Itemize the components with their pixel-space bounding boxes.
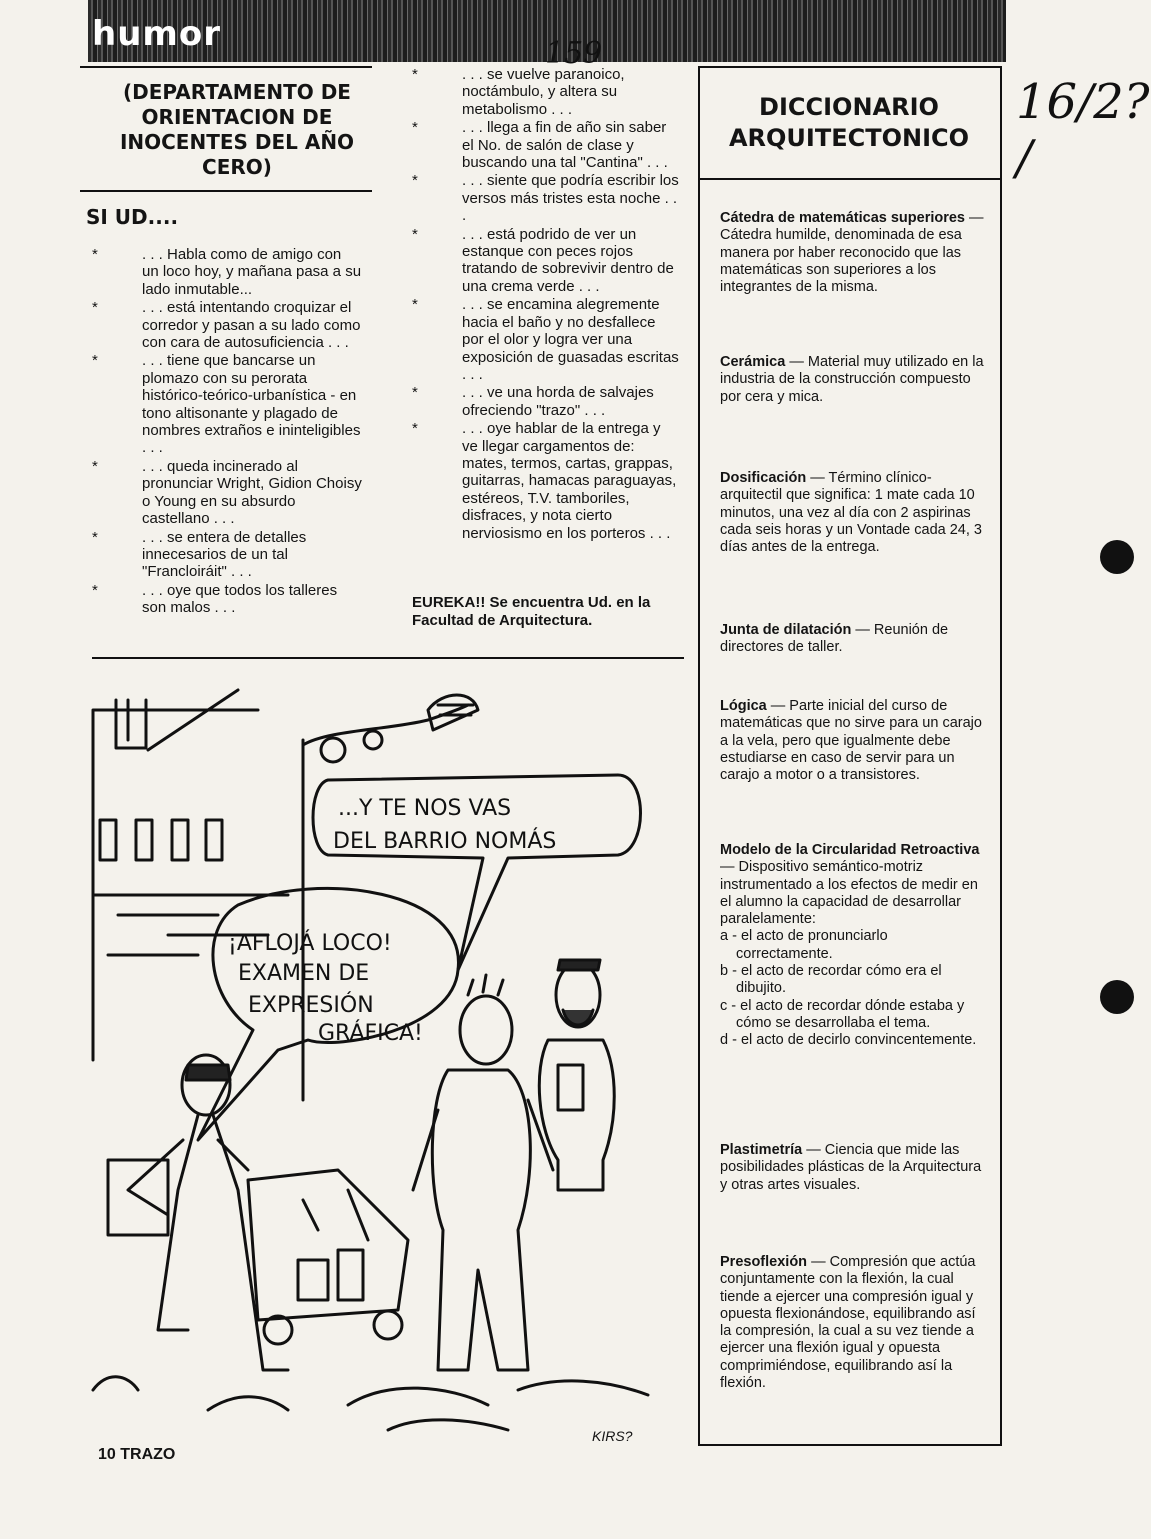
entry-term: Junta de dilatación (720, 622, 852, 638)
bubble-line: DEL BARRIO NOMÁS (333, 829, 557, 854)
title-line: (DEPARTAMENTO DE (123, 80, 351, 104)
student-head (460, 996, 512, 1064)
entry-term: Presoflexión (720, 1254, 808, 1270)
entry-term: Dosificación (720, 470, 807, 486)
building-diagonal (148, 690, 238, 750)
title-line: ORIENTACION DE (141, 105, 333, 129)
cartoon-illustration (88, 670, 688, 1460)
bubble-right-text (333, 796, 556, 854)
sub-item: b - el acto de recordar cómo era el dibujito. (720, 963, 942, 997)
col1-title-rule (80, 190, 372, 192)
dictionary-title-rule (698, 178, 1000, 180)
page-number-scribble: 159 (545, 36, 603, 71)
sub-item: d - el acto de decirlo convincentemente. (720, 1032, 977, 1049)
ground-lines (93, 1377, 648, 1430)
dictionary-entry: Cátedra de matemáticas superiores — Cátedra humilde, denominada de esa manera por haber reconocido que las matemáticas son superiores a los integrantes de la misma. (720, 210, 984, 296)
student-body (158, 1115, 288, 1370)
window-icon (136, 820, 152, 860)
list-item: * . . . Habla como de amigo con un loco hoy, y mañana pasa a su lado inmutable... (92, 246, 362, 298)
cart-wheel (374, 1311, 402, 1339)
list-item: * . . . está podrido de ver un estanque con peces rojos tratando de sobrevivir dentro de una crema verde . . . (412, 225, 674, 295)
cartoonist-signature: KIRS? (592, 1428, 633, 1444)
conclusion-text: EUREKA!! Se encuentra Ud. en la Facultad de Arquitectura. (412, 594, 651, 629)
intro-heading: SI UD.... (86, 205, 179, 229)
sub-item: a - el acto de pronunciarlo correctamente. (720, 928, 888, 962)
entry-term: Lógica (720, 698, 767, 714)
student-cap (186, 1065, 230, 1080)
dictionary-entry: Modelo de la Circularidad Retroactiva — Dispositivo semántico-motriz instrumentado a los efectos de medir en el alumno la capacidad de desarrollar paralelamente: a - el acto de pronunciarlo correctamente. b - el acto de recordar cómo era el dibujito. c - el acto de recordar dónde estaba y cómo se desarrollaba el tema. d - el acto de decirlo convincentemente. (720, 842, 986, 1050)
col2-list (412, 66, 680, 543)
bubble-line: GRÁFICA! (318, 1021, 423, 1046)
bubble-line: ...Y TE NOS VAS (338, 796, 512, 821)
lamp-scroll (321, 738, 345, 762)
entry-definition: Ciencia que mide las posibilidades plásticas de la Arquitectura y otras artes visuales. (720, 1142, 982, 1193)
entry-term: Modelo de la Circularidad Retroactiva (720, 842, 980, 858)
entry-term: Cátedra de matemáticas superiores (720, 210, 965, 226)
col1-list (92, 246, 362, 618)
title-line: INOCENTES DEL AÑO (119, 130, 355, 154)
dictionary-entry: Cerámica — Material muy utilizado en la industria de la construcción compuesto por cera y mica. (720, 354, 984, 405)
entry-definition: Reunión de directores de taller. (720, 622, 949, 656)
dictionary-entry: Dosificación — Término clínico-arquitectil que significa: 1 mate cada 10 minutos, una vez al día con 2 aspirinas cada seis horas y un Vontade cada 24, 3 días antes de la entrega. (720, 470, 982, 556)
title-line: CERO) (202, 155, 272, 179)
entry-definition: Compresión que actúa conjuntamente con la flexión, la cual tiende a ejercer una compresión igual y opuesta flexionándose, equilibrando así la compresión, la cual a su vez tiende a ejercer una flexión igual y opuesta comprimiéndose, equilibrando así la flexión. (720, 1254, 976, 1392)
list-item: * . . . queda incinerado al pronunciar Wright, Gidion Choisy o Young en su absurdo castellano . . . (92, 457, 362, 528)
dictionary-entry: Junta de dilatación — Reunión de directores de taller. (720, 622, 949, 656)
dictionary-title (698, 92, 1000, 154)
punch-hole (1100, 540, 1134, 574)
window-icon (100, 820, 116, 860)
punch-hole (1100, 980, 1134, 1014)
list-item: * . . . oye hablar de la entrega y ve llegar cargamentos de: mates, termos, cartas, grappas, guitarras, hamacas paraguayas, estéreos, T.V. tamboriles, disfraces, y nota cierto nerviosismo en los porteros . . . (412, 420, 677, 542)
list-item: * . . . se encamina alegremente hacia el baño y no desfallece por el olor y logra ver una exposición de guasadas escritas . . . (412, 296, 679, 383)
entry-term: Plastimetría (720, 1142, 803, 1158)
entry-definition: Material muy utilizado en la industria de la construcción compuesto por cera y mica. (720, 354, 984, 405)
list-item: * . . . está intentando croquizar el corredor y pasan a su lado como con cara de autosuficiencia . . . (92, 299, 361, 352)
cart-wheel (264, 1316, 292, 1344)
title-line: ARQUITECTONICO (728, 124, 970, 152)
dictionary-entry: Presoflexión — Compresión que actúa conjuntamente con la flexión, la cual tiende a ejercer una compresión igual y opuesta flexionándose, equilibrando así la compresión, la cual a su vez tiende a ejercer una flexión igual y opuesta comprimiéndose, equilibrando así la flexión. (720, 1254, 976, 1392)
window-icon (116, 700, 146, 748)
bubble-line: EXAMEN DE (238, 961, 370, 986)
list-item: * . . . se entera de detalles innecesarios de un tal "Francloiráit" . . . (92, 528, 307, 581)
entry-definition: Término clínico-arquitectil que significa: 1 mate cada 10 minutos, una vez al día con 2 aspirinas cada seis horas y un Vontade cada 24, 3 días antes de la entrega. (720, 470, 982, 556)
student-cap (558, 960, 600, 970)
bubble-left-text (228, 930, 423, 1046)
student-body (432, 1070, 530, 1370)
hair-spikes (468, 975, 503, 995)
lamp-scroll (364, 731, 382, 749)
window-icon (206, 820, 222, 860)
page-footer: 10 TRAZO (98, 1446, 176, 1463)
title-line: DICCIONARIO (759, 93, 939, 121)
list-item: * . . . oye que todos los talleres son malos . . . (92, 581, 338, 617)
col1-top-rule (80, 66, 372, 68)
list-item: * . . . ve una horda de salvajes ofreciendo "trazo" . . . (412, 384, 654, 419)
date-scribble: 16/2? / (1016, 74, 1150, 186)
dictionary-entry: Lógica — Parte inicial del curso de matemáticas que no sirve para un carajo a la vela, pero que igualmente debe estudiarse en caso de servir para un carajo a motor o a transistores. (720, 698, 982, 784)
entry-definition: Cátedra humilde, denominada de esa manera por haber reconocido que las matemáticas son superiores a los integrantes de la misma. (720, 227, 962, 296)
bubble-line: EXPRESIÓN (248, 993, 374, 1018)
building-outline (93, 710, 258, 1060)
dictionary-entry: Plastimetría — Ciencia que mide las posibilidades plásticas de la Arquitectura y otras artes visuales. (720, 1142, 982, 1193)
list-item: * . . . siente que podría escribir los versos más tristes esta noche . . . (412, 172, 679, 225)
carried-bottles (558, 1065, 583, 1110)
list-item: * . . . llega a fin de año sin saber el No. de salón de clase y buscando una tal "Cantina" . . . (412, 119, 668, 172)
list-item: * . . . tiene que bancarse un plomazo con su perorata histórico-teórico-urbanística - en tono altisonante y plagado de nombres extraños e ininteligibles . . . (92, 352, 361, 457)
section-label: humor (92, 14, 221, 54)
cart-item (338, 1250, 363, 1300)
window-icon (172, 820, 188, 860)
list-item: * . . . se vuelve paranoico, noctámbulo, y altera su metabolismo . . . (412, 66, 625, 118)
entry-definition: Parte inicial del curso de matemáticas que no sirve para un carajo a la vela, pero que igualmente debe estudiarse en caso de servir para un carajo a motor o a transistores. (720, 698, 982, 784)
cartoon-top-rule (92, 657, 684, 659)
sub-item: c - el acto de recordar dónde estaba y cómo se desarrollaba el tema. (720, 997, 965, 1031)
entry-term: Cerámica (720, 354, 786, 370)
bubble-line: ¡AFLOJÁ LOCO! (228, 931, 392, 956)
cart-item (298, 1260, 328, 1300)
entry-definition: Dispositivo semántico-motriz instrumentado a los efectos de medir en el alumno la capacidad de desarrollar paralelamente: (720, 859, 978, 928)
department-title (112, 80, 362, 180)
